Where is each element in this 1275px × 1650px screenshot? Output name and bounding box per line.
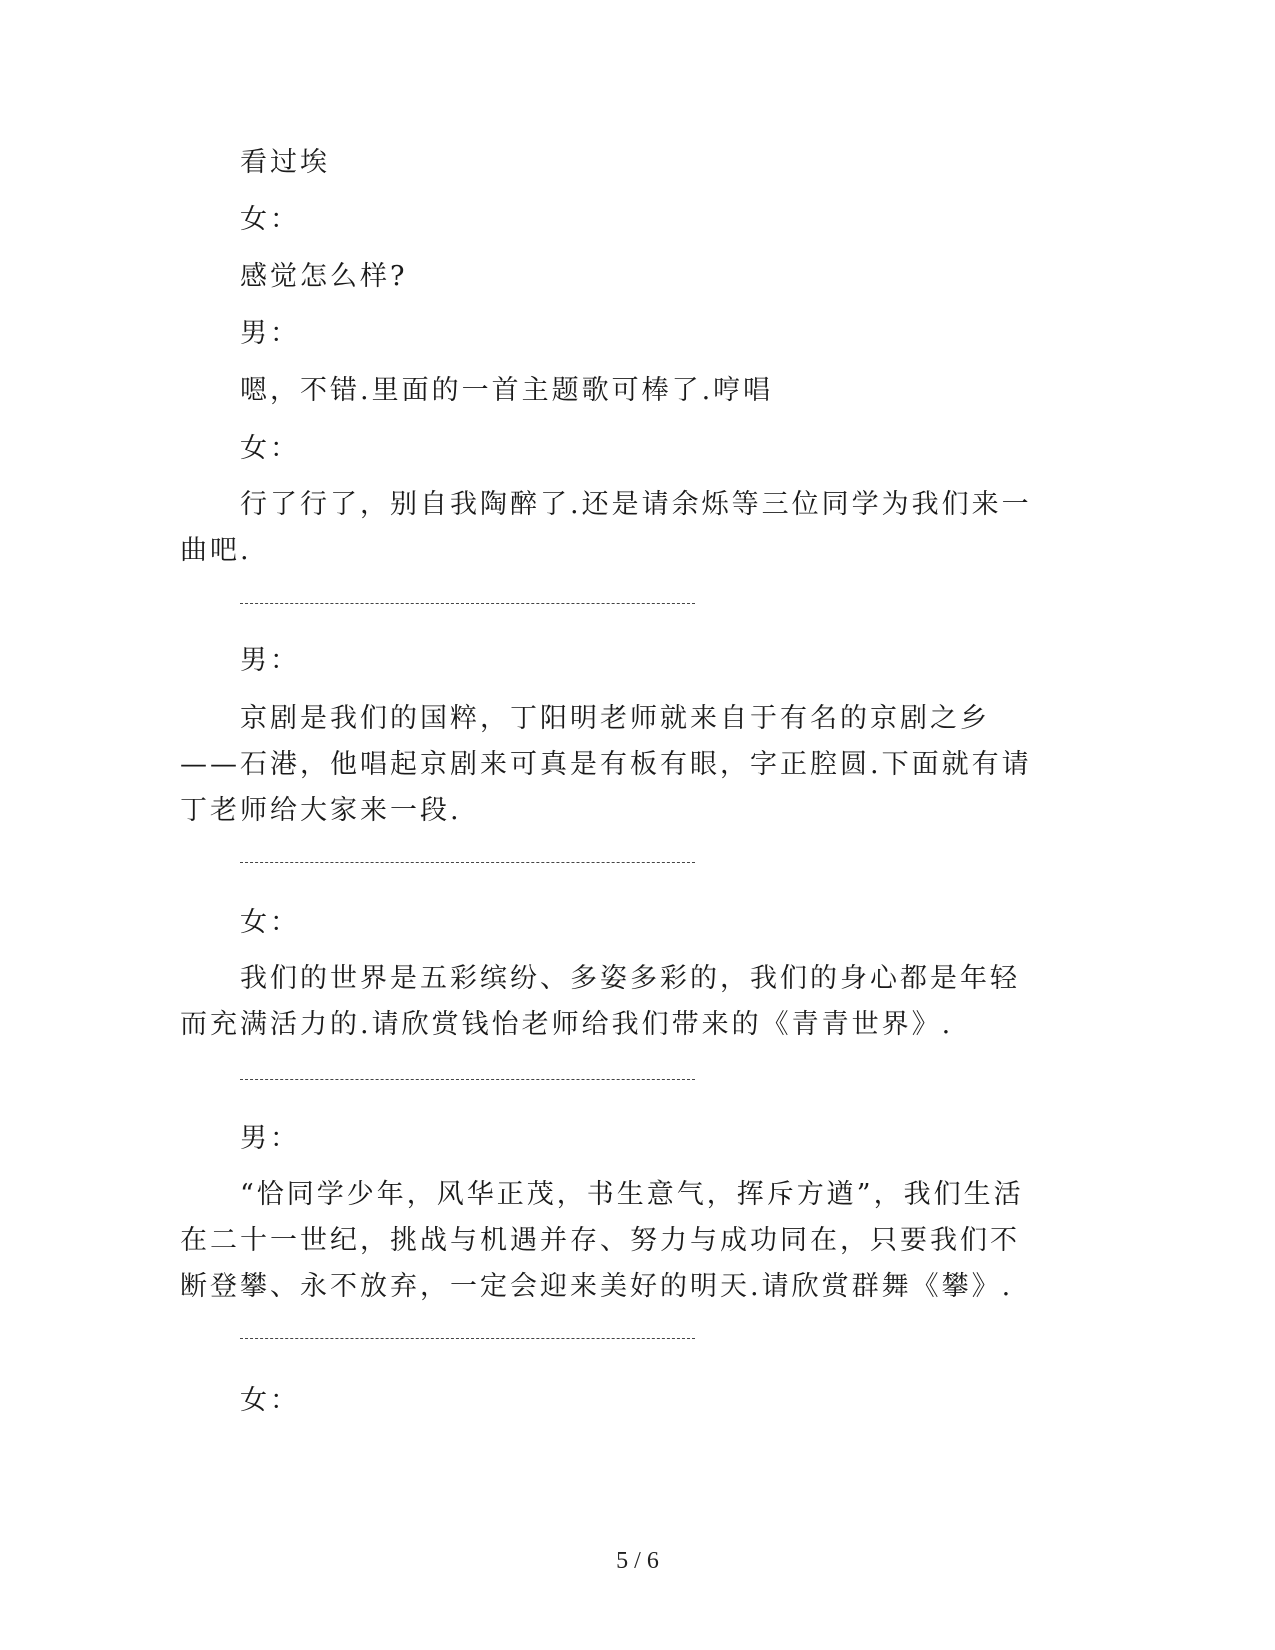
dialogue-paragraph: “恰同学少年，风华正茂，书生意气，挥斥方遒”，我们生活在二十一世纪，挑战与机遇并存、努力与成功同在，只要我们不断登攀、永不放弃，一定会迎来美好的明天.请欣赏群舞《攀》.	[180, 1179, 1024, 1302]
dialogue-paragraph: 行了行了，别自我陶醉了.还是请余烁等三位同学为我们来一曲吧.	[180, 489, 1032, 566]
section-divider	[240, 1338, 695, 1339]
dialogue-line: 嗯，不错.里面的一首主题歌可棒了.哼唱	[240, 375, 774, 406]
section-divider	[240, 1079, 695, 1080]
speaker-label-male: 男：	[240, 318, 300, 349]
speaker-label-female: 女：	[240, 1385, 300, 1416]
speaker-label-male: 男：	[240, 1123, 300, 1154]
speaker-label-male: 男：	[240, 645, 300, 676]
speaker-label-female: 女：	[240, 433, 300, 464]
page-number: 5 / 6	[616, 1548, 659, 1574]
speaker-label-female: 女：	[240, 907, 300, 938]
section-divider	[240, 862, 695, 863]
section-divider	[240, 603, 695, 604]
dialogue-line: 感觉怎么样?	[240, 261, 408, 292]
dialogue-paragraph: 京剧是我们的国粹，丁阳明老师就来自于有名的京剧之乡——石港，他唱起京剧来可真是有板有眼，字正腔圆.下面就有请丁老师给大家来一段.	[180, 703, 1032, 826]
speaker-label-female: 女：	[240, 204, 300, 235]
dialogue-line: 看过埃	[240, 147, 330, 178]
dialogue-paragraph: 我们的世界是五彩缤纷、多姿多彩的，我们的身心都是年轻而充满活力的.请欣赏钱怡老师给我们带来的《青青世界》.	[180, 963, 1020, 1040]
